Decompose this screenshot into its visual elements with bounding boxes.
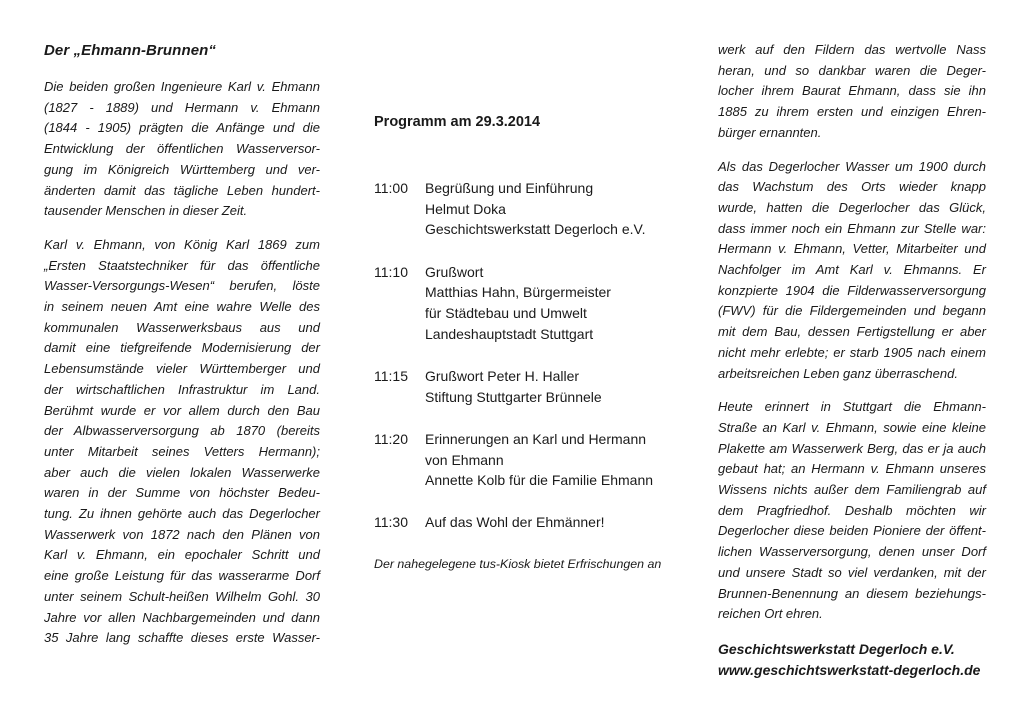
program-entry-1115 <box>374 366 657 407</box>
text-line: arbeitsreichen Leben ganz überraschend. <box>718 365 958 381</box>
text-line: kommunalen Wasserwerksbaus aus und <box>44 319 320 335</box>
text-line: Stiftung Stuttgarter Brünnele <box>425 388 602 405</box>
text-line: Geschichtswerkstatt Degerloch e.V. <box>425 221 646 238</box>
text-line: und unsere Stadt so viel verdanken, mit der <box>718 564 986 580</box>
text-line: Wissens nichts außer dem Familiengrab auf <box>718 482 986 498</box>
text-line: Auf das Wohl der Ehmänner! <box>425 514 605 531</box>
text-line: waren in der Summe von höchster Bedeu- <box>44 485 320 501</box>
program-entry-1130 <box>374 512 657 533</box>
text-line: der Albwasserversorgung ab 1870 (bereits <box>44 423 320 439</box>
text-line: änderten damit das tägliche Leben hundert- <box>44 182 320 198</box>
right-paragraph-2 <box>718 157 986 385</box>
right-paragraph-3 <box>718 397 986 625</box>
text-line: Grußwort <box>425 263 484 280</box>
program-entry-time: 11:00 <box>374 180 408 196</box>
text-line: Helmut Doka <box>425 200 506 217</box>
text-line: mit dem Bau, dessen Fertigstellung er aber <box>718 324 986 340</box>
text-line: gebaut hat; an Hermann v. Ehmann unseres <box>718 461 986 477</box>
text-line: Nachfolger im Amt Karl v. Ehmanns. Er <box>718 262 986 278</box>
program-entry-1110 <box>374 262 657 345</box>
text-line: Matthias Hahn, Bürgermeister <box>425 284 611 301</box>
text-line: dass immer noch ein Ehmann zur Stelle war: <box>718 220 986 236</box>
text-line: (1844 - 1905) prägten die Anfänge und die <box>44 120 320 136</box>
program-title: Programm am 29.3.2014 <box>374 114 541 130</box>
text-line: der wirtschaftlichen Infrastruktur im Land. <box>44 381 320 397</box>
document-title: Der „Ehmann-Brunnen“ <box>44 42 217 59</box>
text-line: bürger ernannten. <box>718 124 822 140</box>
text-line: Grußwort Peter H. Haller <box>425 367 580 384</box>
text-line: „Ersten Staatstechniker für das öffentliche <box>44 257 320 273</box>
text-line: Die beiden großen Ingenieure Karl v. Ehmann <box>44 79 320 94</box>
text-line: konzpierte 1904 die Filderwasserversorgung <box>718 282 986 298</box>
text-line: Karl v. Ehmann, ein epochaler Schritt und <box>44 547 320 563</box>
text-line: heran, und so dankbar waren die Deger- <box>718 62 986 78</box>
text-line: 35 Jahre lang schaffte dieses erste Wasser- <box>44 630 320 646</box>
left-paragraph-1 <box>44 77 320 222</box>
program-entry-time: 11:10 <box>374 263 408 280</box>
left-paragraph-2 <box>44 235 320 649</box>
text-line: eine große Leistung für das wasserarme Dorf <box>44 568 320 584</box>
text-line: Karl v. Ehmann, von König Karl 1869 zum <box>44 236 320 252</box>
text-line: Wasser-Versorgungs-Wesen“ berufen, löste <box>44 278 320 294</box>
program-entry-1120 <box>374 429 657 491</box>
text-line: Erinnerungen an Karl und Hermann <box>425 430 647 447</box>
text-line: von Ehmann <box>425 451 504 468</box>
text-line: das Wachstum des Orts wieder knapp <box>718 179 986 195</box>
right-paragraph-1 <box>718 40 986 144</box>
text-line: locher ihrem Baurat Ehmann, dass sie ihn <box>718 83 986 99</box>
text-line: Annette Kolb für die Familie Ehmann <box>425 472 654 489</box>
right-column <box>718 40 986 682</box>
text-line: Begrüßung und Einführung <box>425 180 594 196</box>
text-line: unter seinem Schult-heißen Wilhelm Gohl. 30 <box>44 588 320 604</box>
text-line: unter Mitarbeit seines Vetters Hermann); <box>44 443 320 459</box>
text-line: tung. Zu ihnen gehörte auch das Degerlocher <box>44 506 320 522</box>
footer-organization: Geschichtswerkstatt Degerloch e.V. <box>718 640 955 657</box>
text-line: damit eine tiefgreifende Modernisierung der <box>44 340 320 356</box>
program-entry-details <box>425 512 657 533</box>
text-line: Entwicklung der öffentlichen Wasserversor- <box>44 141 320 157</box>
program-entry-details <box>425 262 657 345</box>
text-line: nicht mehr erlebte; er starb 1905 nach einem <box>718 344 986 360</box>
text-line: reichen Ort ehren. <box>718 606 823 622</box>
text-line: Heute erinnert in Stuttgart die Ehmann- <box>718 399 986 415</box>
text-line: für Städtebau und Umwelt <box>425 305 587 322</box>
text-line: Hermann v. Ehmann, Vetter, Mitarbeiter und <box>718 241 986 257</box>
left-column <box>44 40 320 649</box>
text-line: lichen Wasserversorgung, denen unser Dorf <box>718 544 986 560</box>
program-entry-details <box>425 429 657 491</box>
text-line: Berühmt wurde er vor allem durch den Bau <box>44 402 320 418</box>
program-note: Der nahegelegene tus-Kiosk bietet Erfrischungen an <box>374 556 662 571</box>
program-entry-time: 11:20 <box>374 430 408 447</box>
text-line: Brunnen-Benennung an diesem beziehungs- <box>718 585 986 601</box>
text-line: Wasserwerk von 1872 nach den Plänen von <box>44 526 320 542</box>
text-line: Landeshauptstadt Stuttgart <box>425 325 594 342</box>
footer <box>718 639 986 682</box>
text-line: werk auf den Fildern das wertvolle Nass <box>718 42 986 57</box>
text-line: tausender Menschen in dieser Zeit. <box>44 203 248 219</box>
text-line: Lebensumstände vieler Württemberger und <box>44 361 320 377</box>
text-line: in seinem neuen Amt eine wahre Welle des <box>44 299 320 315</box>
text-line: Als das Degerlocher Wasser um 1900 durch <box>718 158 986 174</box>
text-line: Straße an Karl v. Ehmann, sowie eine kleine <box>718 419 986 435</box>
text-line: gung im Königreich Württemberg und ver- <box>44 161 320 177</box>
text-line: Plakette am Wasserwerk Berg, das er ja auch <box>718 440 986 456</box>
text-line: (1827 - 1889) und Hermann v. Ehmann <box>44 99 320 115</box>
text-line: Jahre vor allen Nachbargemeinden und dann <box>44 609 320 625</box>
text-line: (FWV) für die Fildergemeinden und begann <box>718 303 986 319</box>
text-line: 1885 zu ihrem ersten und einzigen Ehren- <box>718 104 986 120</box>
program-entry-details <box>425 366 657 407</box>
program-entry-time: 11:30 <box>374 514 408 531</box>
text-line: Degerlocher diese beiden Pioniere der öffent- <box>718 523 986 539</box>
program-entry-details <box>425 178 657 240</box>
program-panel <box>374 112 662 573</box>
program-entry-1100 <box>374 178 657 240</box>
text-line: aber auch die vielen lokalen Wasserwerke <box>44 464 320 480</box>
text-line: wurde, hatten die Degerlocher das Glück, <box>718 199 986 215</box>
footer-website: www.geschichtswerkstatt-degerloch.de <box>718 662 981 679</box>
text-line: dem Pragfriedhof. Deshalb möchten wir <box>718 502 986 518</box>
program-entry-time: 11:15 <box>374 367 408 384</box>
